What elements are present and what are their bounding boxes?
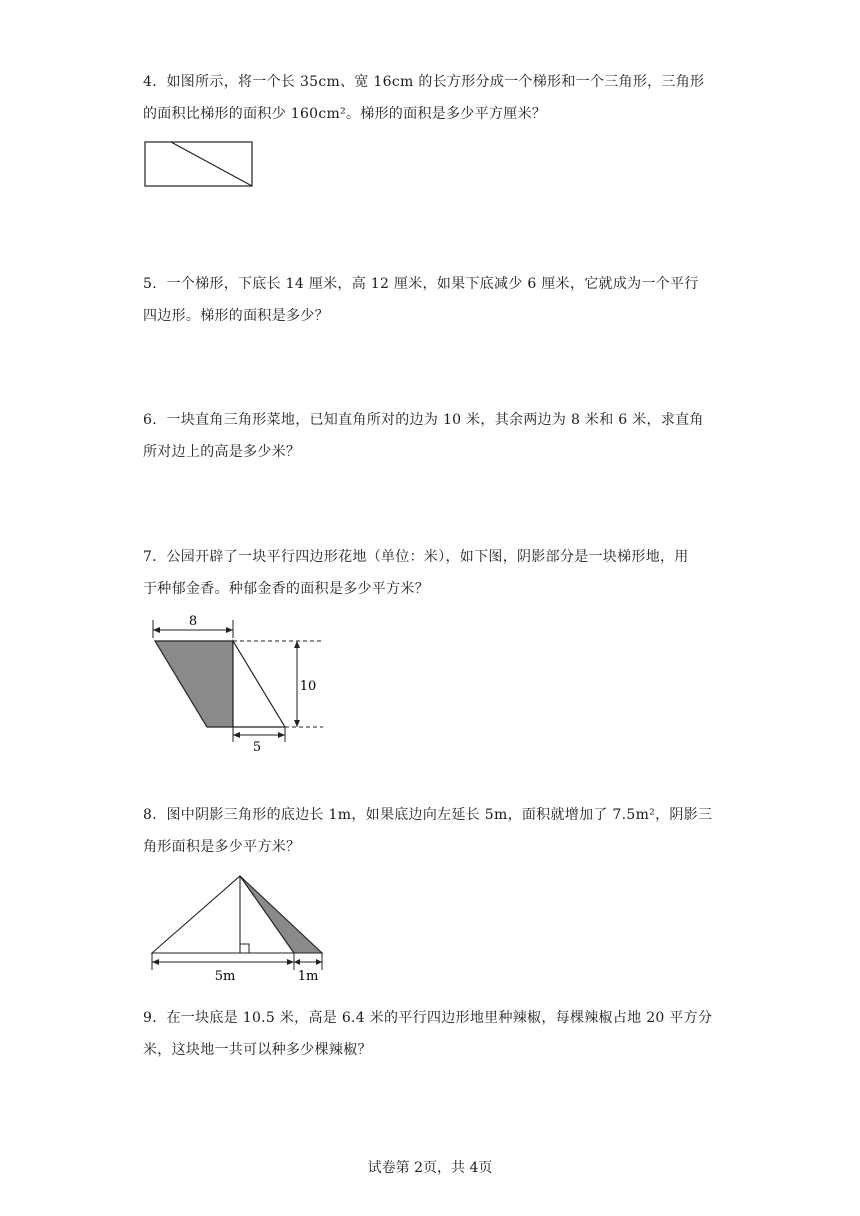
question-5 [143,268,723,332]
question-4-figure [140,138,258,190]
question-4-line-2: 的面积比梯形的面积少 160cm²。梯形的面积是多少平方厘米？ [143,106,547,122]
shaded-trapezoid [155,641,233,727]
question-7-line-2: 于种郁金香。种郁金香的面积是多少平方米？ [143,581,429,597]
rectangle [145,142,252,186]
arrowhead [233,732,240,738]
shaded-triangle [240,876,322,953]
question-6 [143,404,723,468]
bottom-dimension-label: 5 [252,740,262,755]
question-9 [143,1002,723,1066]
arrowhead [152,959,159,965]
arrowhead [294,641,300,648]
arrowhead [226,627,233,633]
arrowhead [287,959,294,965]
right-dimension-label: 1m [297,969,319,984]
question-8-line-2: 角形面积是多少平方米？ [143,839,301,855]
question-9-line-1: 9．在一块底是 10.5 米，高是 6.4 米的平行四边形地里种辣椒，每棵辣椒占地 20 平方分 [143,1010,713,1026]
page-footer: 试卷第 2页，共 4页 [367,1160,493,1176]
question-7-line-1: 7．公园开辟了一块平行四边形花地（单位：米），如下图，阴影部分是一块梯形地，用 [143,549,689,565]
question-5-line-1: 5．一个梯形，下底长 14 厘米，高 12 厘米，如果下底减少 6 厘米，它就成为一个平行 [143,276,699,292]
unshaded-triangle [233,641,285,727]
diagonal-cut [171,142,252,186]
height-label: 10 [299,679,317,694]
right-angle-marker [240,944,249,953]
question-9-line-2: 米，这块地一共可以种多少棵辣椒？ [143,1042,372,1058]
question-6-line-1: 6．一块直角三角形菜地，已知直角所对的边为 10 米，其余两边为 8 米和 6 米，求直角 [143,412,704,428]
question-5-line-2: 四边形。梯形的面积是多少？ [143,308,329,324]
arrowhead [316,959,322,965]
top-dimension-label: 8 [188,614,198,629]
question-4 [143,66,723,130]
arrowhead [153,627,160,633]
arrowhead [294,720,300,727]
left-dimension-label: 5m [214,969,236,984]
question-8-line-1: 8．图中阴影三角形的底边长 1m，如果底边向左延长 5m，面积就增加了 7.5m²，阴影三 [143,807,713,823]
question-8 [143,799,723,863]
arrowhead [278,732,285,738]
question-7 [143,541,723,605]
question-7-figure [145,610,330,755]
question-8-figure [145,870,335,985]
question-4-line-1: 4．如图所示，将一个长 35cm、宽 16cm 的长方形分成一个梯形和一个三角形，三角形 [143,74,705,90]
question-6-line-2: 所对边上的高是多少米？ [143,444,301,460]
arrowhead [294,959,300,965]
